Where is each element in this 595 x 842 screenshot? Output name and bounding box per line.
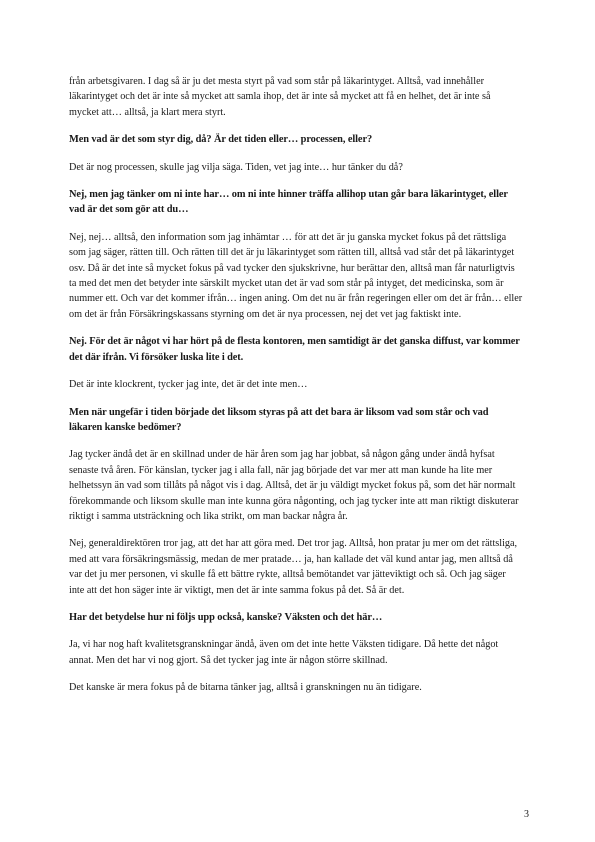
question-paragraph: Nej. För det är något vi har hört på de flesta kontoren, men samtidigt är det ganska diffust, var kommer det där ifrån. Vi försöker luska lite i det. <box>69 336 520 363</box>
answer-paragraph: Det är inte klockrent, tycker jag inte, det är det inte men… <box>69 379 308 391</box>
answer-paragraph: Det kanske är mera fokus på de bitarna tänker jag, alltså i granskningen nu än tidigare. <box>69 682 422 694</box>
question-paragraph: Har det betydelse hur ni följs upp också, kanske? Väksten och det här… <box>69 611 383 623</box>
answer-paragraph: från arbetsgivaren. I dag så är ju det mesta styrt på vad som står på läkarintyget. Alltså, vad innehåller läkarintyget och det är inte så mycket att samla ihop, det är inte så mycket att få en helhet, det är inte så mycket att… alltså, ja klart mera styrt. <box>69 76 491 118</box>
answer-paragraph: Nej, generaldirektören tror jag, att det har att göra med. Det tror jag. Alltså, hon pratar ju mer om det rättsliga, med att vara försäkringsmässig, medan de mer pratade… ja, han kallade det väl kund antar jag, men alltså då var det ju mer personen, vi skulle få ett bättre rykte, alltså bemötandet var jätteviktigt och så. Och jag säger inte att det hon säger inte är viktigt, men det är inte samma fokus på det. Så är det. <box>69 538 518 596</box>
page-number: 3 <box>524 809 529 820</box>
answer-paragraph: Ja, vi har nog haft kvalitetsgranskningar ändå, även om det inte hette Väksten tidigare. Då hette det något annat. Men det har vi nog gjort. Så det tycker jag inte är någon större skillnad. <box>69 639 499 666</box>
answer-paragraph: Nej, nej… alltså, den information som jag inhämtar … för att det är ju ganska mycket fokus på det rättsliga som jag säger, rätten till. Och rätten till det är ju läkarintyget som rätten till, alltså vad står det på läkarintyget osv. Då är det inte så mycket fokus på vad tycker den sjukskrivne, hur berättar den, alltså man får naturligtvis ta med det men det betyder inte särskilt mycket utan det är vad som står på intyget, det medicinska, som är nummer ett. Och var det kommer ifrån… ingen aning. Om det nu är från regeringen eller om det är från… eller om det är från Försäkringskassans styrning om det är nya processen, nej det vet jag faktiskt inte. <box>69 231 523 320</box>
answer-paragraph: Jag tycker ändå det är en skillnad under de här åren som jag har jobbat, så någon gång under ändå hyfsat senaste två åren. För känslan, tycker jag i alla fall, när jag började det var mer att man kunde ha lite mer helhetssyn än vad som tillåts på något vis i dag. Alltså, det är ju väldigt mycket fokus på, som det här normalt förekommande och liksom skulle man inte kunna göra någonting, och jag tycker inte att man riktigt diskuterar riktigt i samma utsträckning och lika strikt, om man backar några år. <box>69 449 519 522</box>
question-paragraph: Nej, men jag tänker om ni inte har… om ni inte hinner träffa allihop utan går bara läkarintyget, eller vad är det som gör att du… <box>69 189 508 216</box>
answer-paragraph: Det är nog processen, skulle jag vilja säga. Tiden, vet jag inte… hur tänker du då? <box>69 161 403 173</box>
interview-transcript <box>69 74 523 708</box>
question-paragraph: Men när ungefär i tiden började det liksom styras på att det bara är liksom vad som står och vad läkaren kanske bedömer? <box>69 406 489 433</box>
question-paragraph: Men vad är det som styr dig, då? Är det tiden eller… processen, eller? <box>69 134 373 146</box>
